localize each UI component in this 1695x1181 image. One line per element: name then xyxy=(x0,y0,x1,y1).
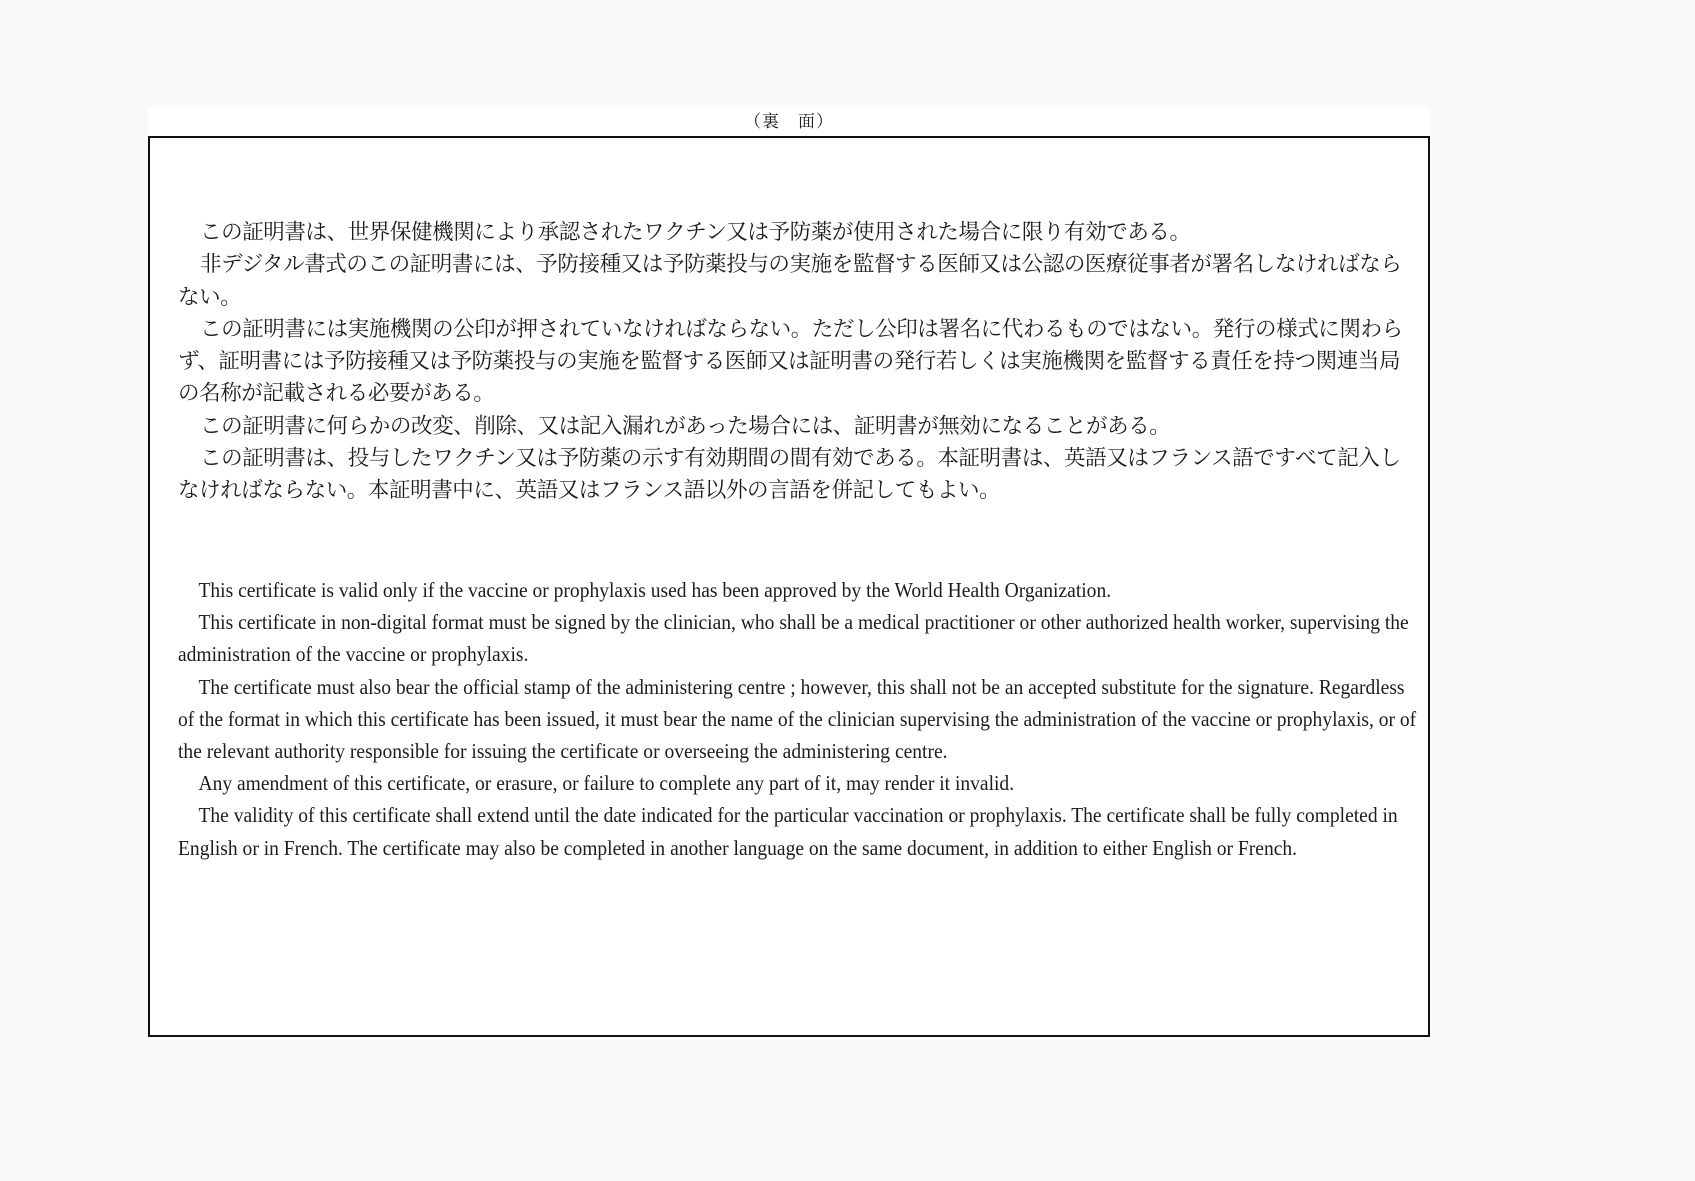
ja-paragraph-signature: 非デジタル書式のこの証明書には、予防接種又は予防薬投与の実施を監督する医師又は公認の医療従事者が署名しなければならない。 xyxy=(178,252,1402,310)
ja-paragraph-validity: この証明書は、世界保健機関により承認されたワクチン又は予防薬が使用された場合に限り有効である。 xyxy=(200,220,1191,245)
en-paragraph-language: The validity of this certificate shall extend until the date indicated for the particular vaccination or prophylaxis. The certificate shall be fully completed in English or in French. The certificate may also be completed in another language on the same document, in addition to either English or French. xyxy=(178,803,1398,860)
ja-paragraph-stamp: この証明書には実施機関の公印が押されていなければならない。ただし公印は署名に代わるものではない。発行の様式に関わらず、証明書には予防接種又は予防薬投与の実施を監督する医師又は証明書の発行若しくは実施機関を監督する責任を持つ関連当局の名称が記載される必要がある。 xyxy=(178,316,1403,407)
page-side-label: （裏 面） xyxy=(744,112,834,131)
english-notes-section xyxy=(178,574,1418,864)
en-paragraph-stamp: The certificate must also bear the official stamp of the administering centre ; however, this shall not be an accepted substitute for the signature. Regardless of the format in which this certificate has been issued, it must bear the name of the clinician supervising the administration of the vaccine or prophylaxis, or of the relevant authority responsible for issuing the certificate or overseeing the administering centre. xyxy=(178,674,1417,764)
ja-paragraph-language: この証明書は、投与したワクチン又は予防薬の示す有効期間の間有効である。本証明書は、英語又はフランス語ですべて記入しなければならない。本証明書中に、英語又はフランス語以外の言語を併記してもよい。 xyxy=(178,446,1401,504)
ja-paragraph-amendment: この証明書に何らかの改変、削除、又は記入漏れがあった場合には、証明書が無効になることがある。 xyxy=(200,413,1171,439)
certificate-back-frame xyxy=(148,136,1430,1037)
header-strip xyxy=(148,107,1430,137)
en-paragraph-validity: This certificate is valid only if the vaccine or prophylaxis used has been approved by the World Health Organization. xyxy=(198,578,1112,602)
japanese-notes-section xyxy=(178,217,1414,508)
en-paragraph-signature: This certificate in non-digital format must be signed by the clinician, who shall be a medical practitioner or other authorized health worker, supervising the administration of the vaccine or prophylaxis. xyxy=(178,610,1409,667)
en-paragraph-amendment: Any amendment of this certificate, or erasure, or failure to complete any part of it, may render it invalid. xyxy=(198,771,1015,796)
